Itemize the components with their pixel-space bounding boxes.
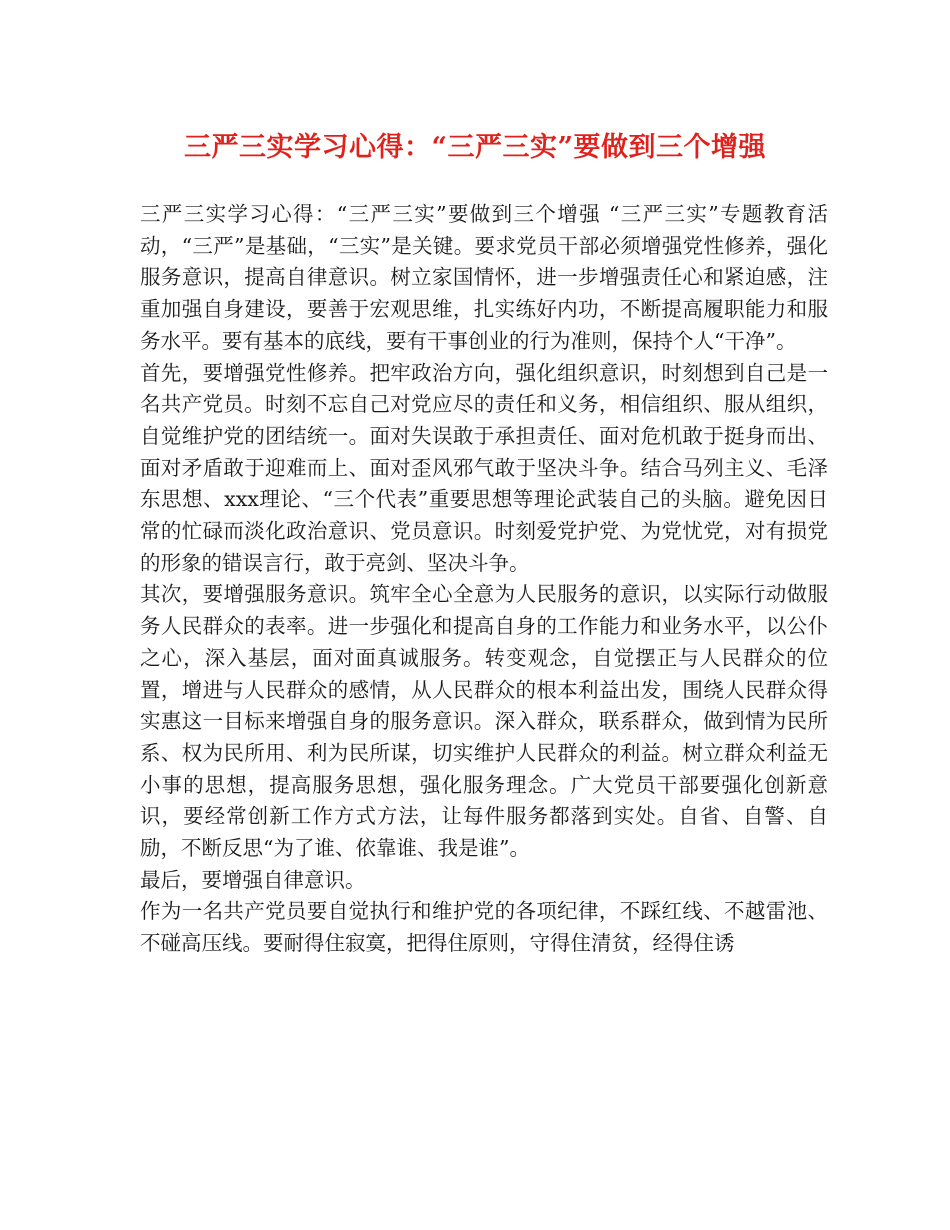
- document-title: 三严三实学习心得：“三严三实”要做到三个增强: [183, 132, 767, 163]
- paragraph-service-awareness: 其次，要增强服务意识。筑牢全心全意为人民服务的意识，以实际行动做服务人民群众的表率。进一步强化和提高自身的工作能力和业务水平，以公仆之心，深入基层，面对面真诚服务。转变观念，自觉摆正与人民群众的位置，增进与人民群众的感情，从人民群众的根本利益出发，围绕人民群众得实惠这一目标来增强自身的服务意识。深入群众，联系群众，做到情为民所系、权为民所用、利为民所谋，切实维护人民群众的利益。树立群众利益无小事的思想，提高服务思想，强化服务理念。广大党员干部要强化创新意识，要经常创新工作方式方法，让每件服务都落到实处。自省、自警、自励，不断反思“为了谁、依靠谁、我是谁”。: [140, 582, 828, 861]
- paragraph-self-discipline-heading: 最后，要增强自律意识。: [140, 867, 366, 892]
- document-body: [140, 199, 828, 960]
- paragraph-self-discipline: 作为一名共产党员要自觉执行和维护党的各项纪律，不踩红线、不越雷池、不碰高压线。要耐得住寂寞，把得住原则，守得住清贫，经得住诱: [140, 899, 828, 956]
- paragraph-party-spirit: 首先，要增强党性修养。把牢政治方向，强化组织意识，时刻想到自己是一名共产党员。时刻不忘自己对党应尽的责任和义务，相信组织、服从组织，自觉维护党的团结统一。面对失误敢于承担责任、面对危机敢于挺身而出、面对矛盾敢于迎难而上、面对歪风邪气敢于坚决斗争。结合马列主义、毛泽东思想、xxx理论、“三个代表”重要思想等理论武装自己的头脑。避免因日常的忙碌而淡化政治意识、党员意识。时刻爱党护党、为党忧党，对有损党的形象的错误言行，敢于亮剑、坚决斗争。: [140, 360, 828, 575]
- paragraph-intro: 三严三实学习心得：“三严三实”要做到三个增强 “三严三实”专题教育活动，“三严”是基础，“三实”是关键。要求党员干部必须增强党性修养，强化服务意识，提高自律意识。树立家国情怀，进一步增强责任心和紧迫感，注重加强自身建设，要善于宏观思维，扎实练好内功，不断提高履职能力和服务水平。要有基本的底线，要有干事创业的行为准则，保持个人“干净”。: [140, 202, 828, 353]
